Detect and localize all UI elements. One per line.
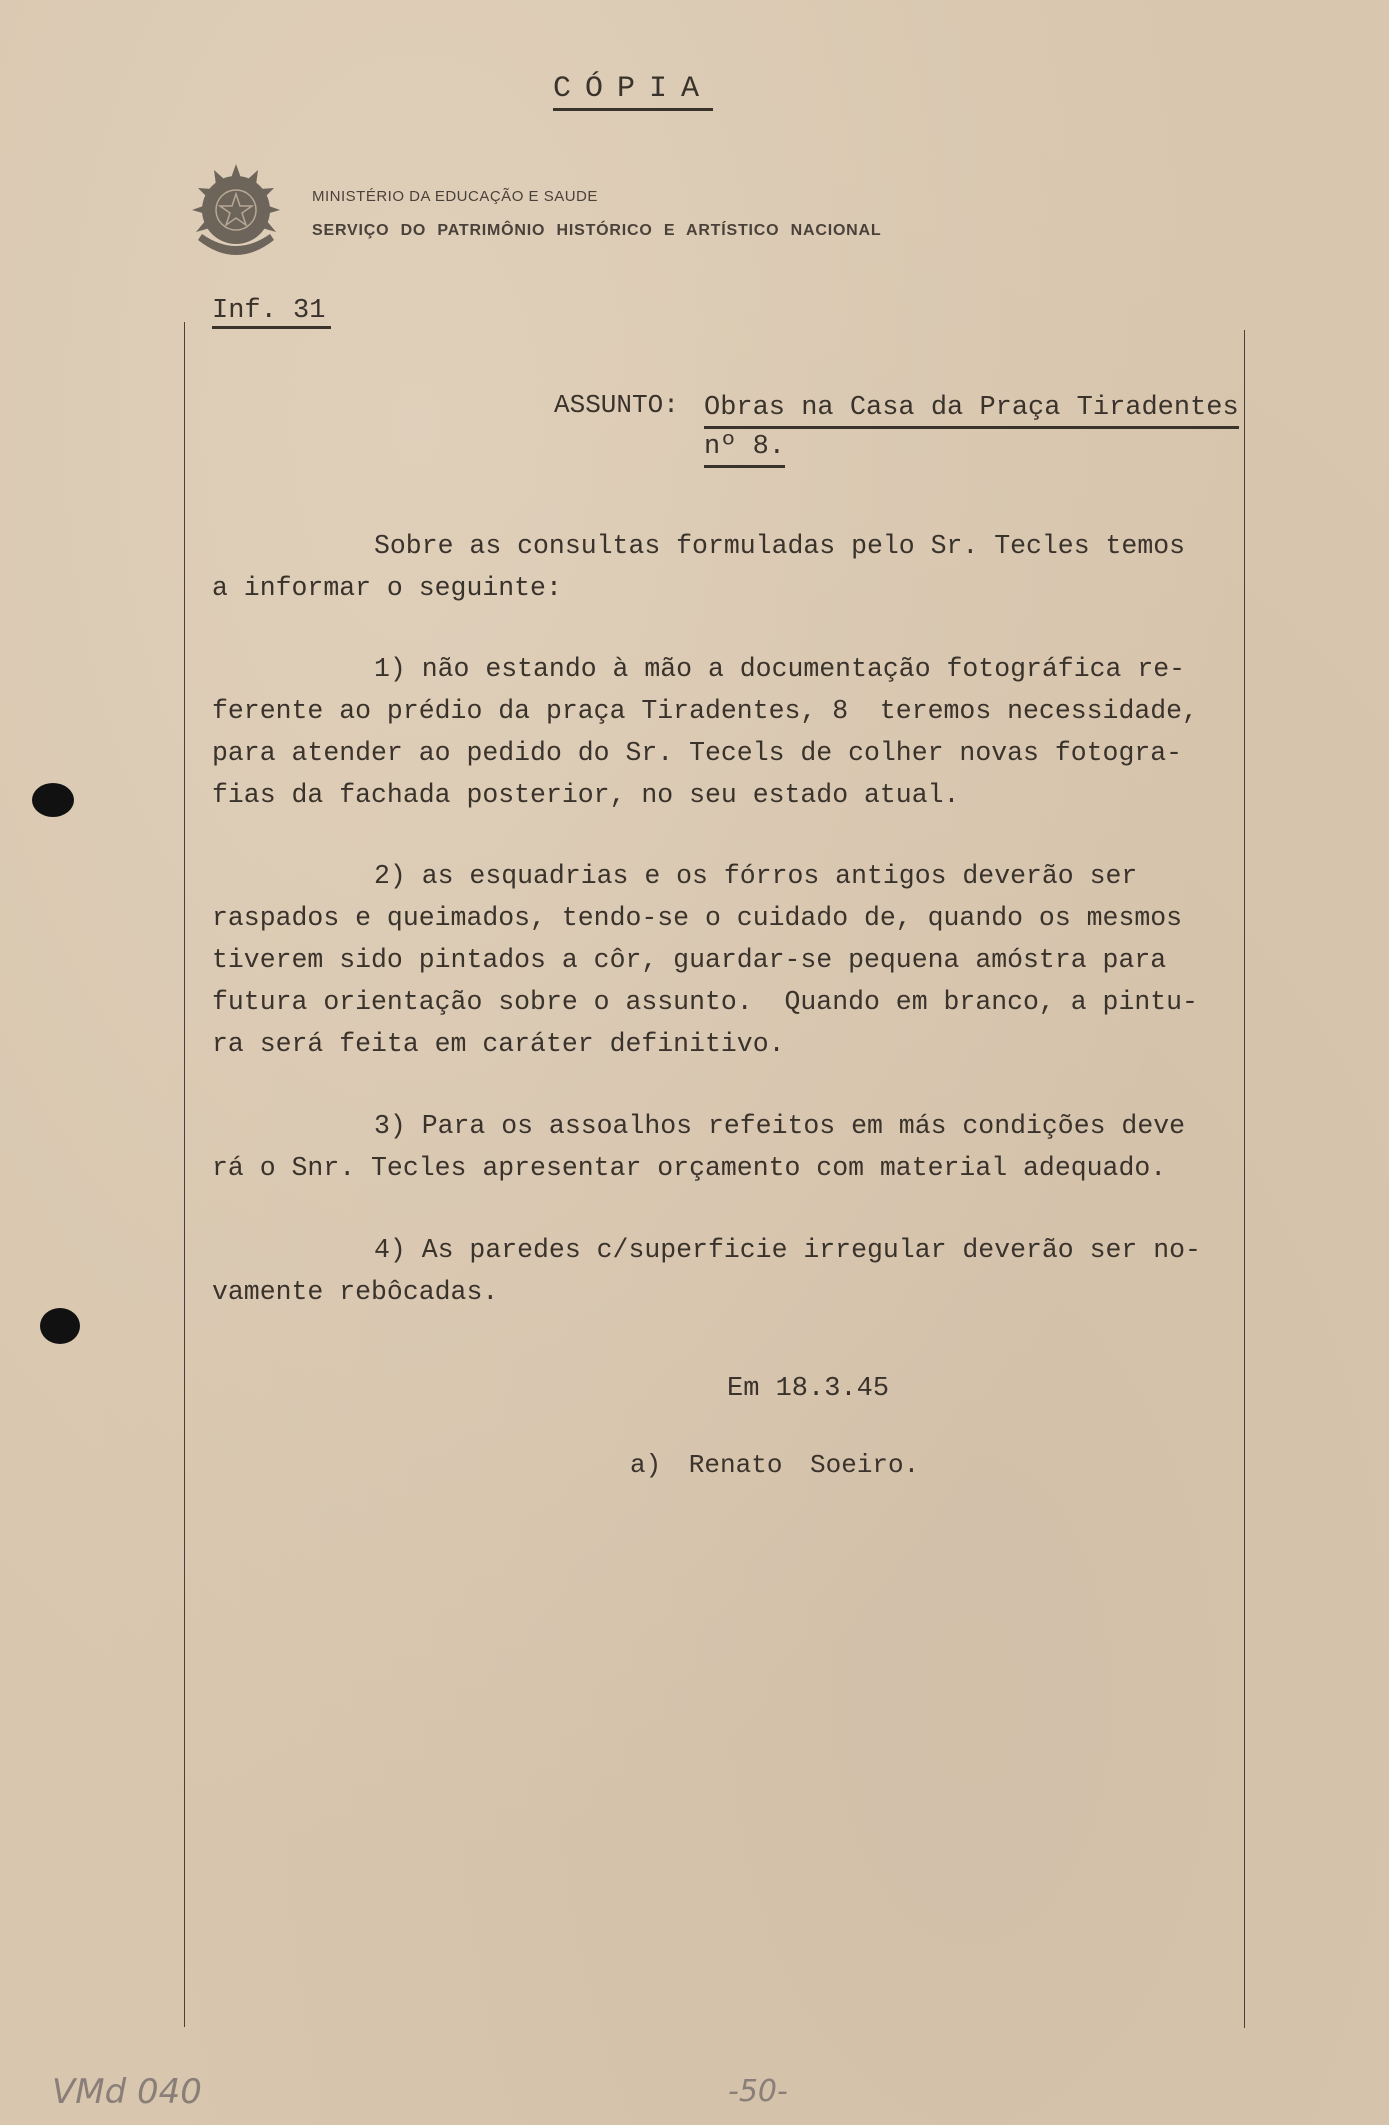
signature-line: a) Renato Soeiro. <box>630 1450 920 1480</box>
item-2-line: raspados e queimados, tendo-se o cuidado de, quando os mesmos <box>212 903 1183 933</box>
item-3-line: rá o Snr. Tecles apresentar orçamento com material adequado. <box>212 1153 1167 1183</box>
date-line: Em 18.3.45 <box>727 1374 890 1404</box>
coat-of-arms-icon <box>186 160 286 266</box>
item-4-line: 4) As paredes c/superficie irregular deverão ser no- <box>374 1235 1201 1265</box>
item-3-line: 3) Para os assoalhos refeitos em más condições deve <box>374 1111 1186 1141</box>
punch-hole <box>40 1308 80 1344</box>
item-4-line: vamente rebôcadas. <box>212 1277 499 1307</box>
item-2-line: futura orientação sobre o assunto. Quando em branco, a pintu- <box>212 987 1198 1017</box>
item-1-line: fias da fachada posterior, no seu estado atual. <box>212 780 960 810</box>
handwritten-archive-code: VMd 040 <box>52 2072 202 2112</box>
copy-heading: CÓPIA <box>553 72 713 111</box>
subject-line: nº 8. <box>704 429 785 468</box>
ministry-name: MINISTÉRIO DA EDUCAÇÃO E SAUDE <box>312 188 598 205</box>
left-margin-line <box>184 322 185 2027</box>
right-margin-line <box>1244 330 1245 2028</box>
item-1-line: ferente ao prédio da praça Tiradentes, 8 teremos necessidade, <box>212 696 1198 726</box>
item-2-line: 2) as esquadrias e os fórros antigos deverão ser <box>374 861 1138 891</box>
intro-line: Sobre as consultas formuladas pelo Sr. Tecles temos <box>374 531 1186 561</box>
item-1-line: para atender ao pedido do Sr. Tecels de colher novas fotogra- <box>212 738 1183 768</box>
item-2-line: ra será feita em caráter definitivo. <box>212 1029 785 1059</box>
item-2-line: tiverem sido pintados a côr, guardar-se pequena amóstra para <box>212 945 1167 975</box>
item-1-line: 1) não estando à mão a documentação fotográfica re- <box>374 654 1186 684</box>
subject-text <box>704 390 1239 468</box>
service-name: SERVIÇO DO PATRIMÔNIO HISTÓRICO E ARTÍSTICO NACIONAL <box>312 222 882 239</box>
intro-line: a informar o seguinte: <box>212 573 562 603</box>
punch-hole <box>32 783 74 817</box>
subject-label: ASSUNTO: <box>554 390 679 420</box>
page-number: -50- <box>728 2074 788 2109</box>
subject-line: Obras na Casa da Praça Tiradentes <box>704 390 1239 429</box>
reference-number: Inf. 31 <box>212 296 331 329</box>
